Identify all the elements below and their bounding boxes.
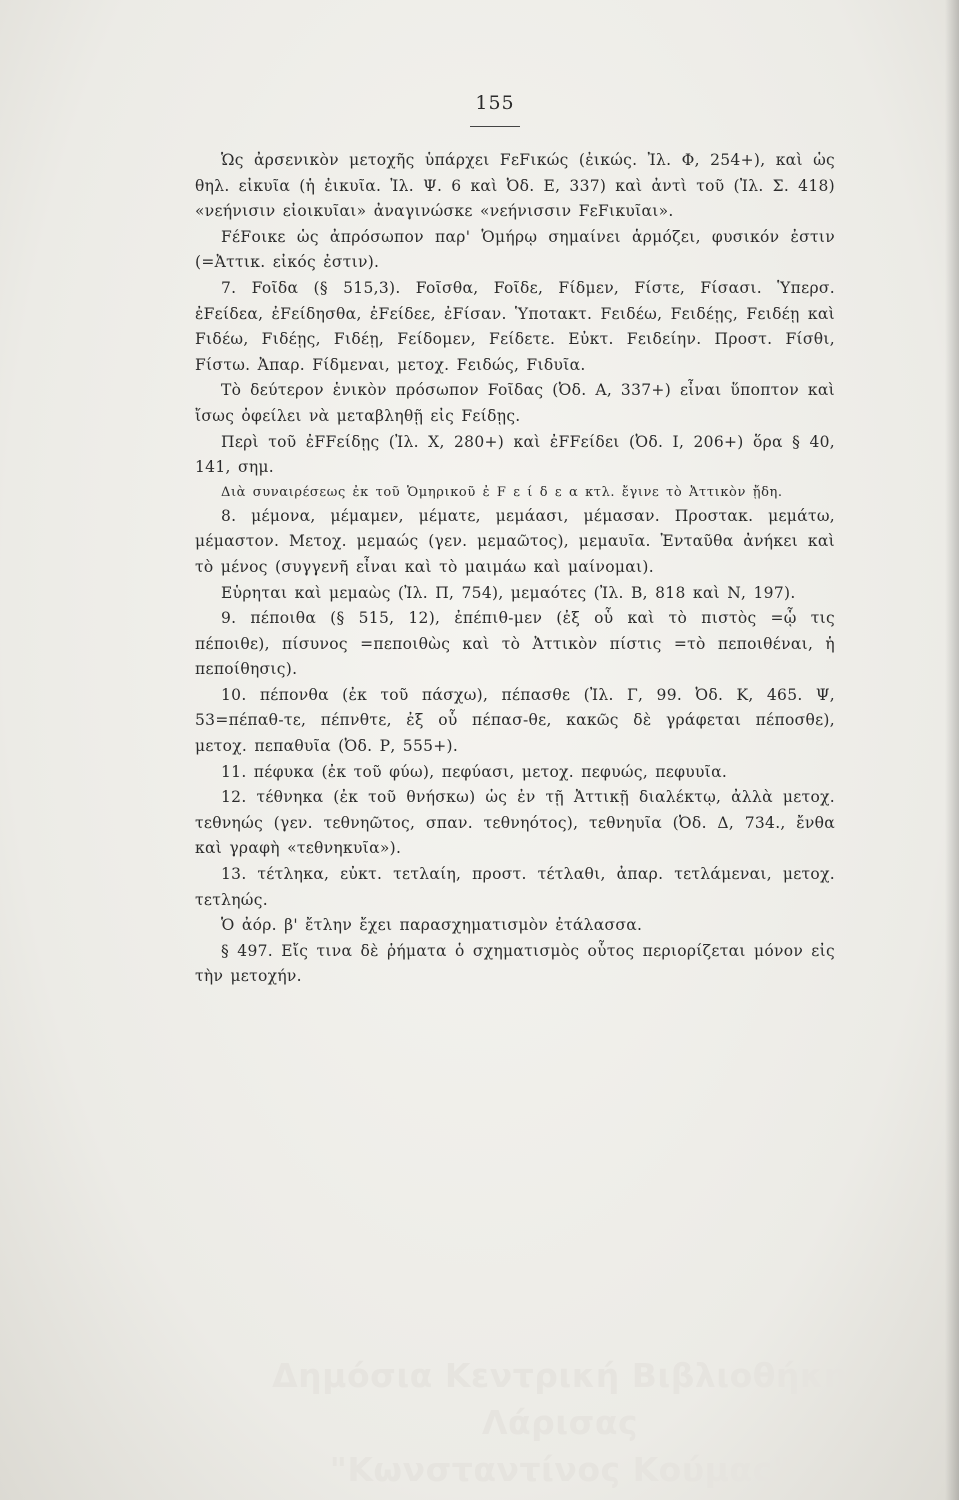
watermark-line-1: Δημόσια Κεντρική Βιβλιοθήκη Λάρισας: [272, 1356, 848, 1442]
paragraph-item-10: 10. πέπονθα (ἐκ τοῦ πάσχω), πέπασθε (Ἰλ. Γ, 99. Ὀδ. Κ, 465. Ψ, 53=πέπαθ-τε, πέπνθτε, ἐξ οὗ πέπασ-θε, κακῶς δὲ γράφεται πέποσθε), μετοχ. πεπαθυῖα (Ὀδ. Ρ, 555+).: [195, 685, 835, 756]
paragraph-item-8: 8. μέμονα, μέμαμεν, μέματε, μεμάασι, μέμασαν. Προστακ. μεμάτω, μέμαστον. Μετοχ. μεμαώς (γεν. μεμαῶτος), μεμαυῖα. Ἐνταῦθα ἀνήκει καὶ τὸ μένος (συγγενῆ εἶναι καὶ τὸ μαιμάω καὶ μαίνομαι).: [195, 506, 835, 576]
paragraph-reference: Περὶ τοῦ ἐFFείδῃς (Ἰλ. Χ, 280+) καὶ ἐFFείδει (Ὀδ. Ι, 206+) ὅρα § 40, 141, σημ.: [195, 432, 835, 477]
paragraph-item-12: 12. τέθνηκα (ἐκ τοῦ θνήσκω) ὡς ἐν τῇ Ἀττικῇ διαλέκτῳ, ἀλλὰ μετοχ. τεθνηώς (γεν. τεθνηῶτος, σπαν. τεθνηότος), τεθνηυῖα (Ὀδ. Δ, 734., ἔνθα καὶ γραφὴ «τεθνηκυῖα»).: [195, 788, 835, 858]
paragraph-second-person: Τὸ δεύτερον ἑνικὸν πρόσωπον Foῖδας (Ὀδ. Α, 337+) εἶναι ὕποπτον καὶ ἴσως ὀφείλει νὰ μεταβληθῇ εἰς Fείδῃς.: [195, 381, 835, 425]
page-number: 155: [475, 92, 515, 114]
paragraph-eoike: FέFοικε ὡς ἀπρόσωπον παρ' Ὁμήρῳ σημαίνει ἁρμόζει, φυσικόν ἐστιν (=Ἀττικ. εἰκός ἐστιν).: [195, 227, 835, 272]
library-watermark: [200, 1352, 920, 1493]
text-body: [195, 148, 835, 990]
page-number-underline: [470, 126, 520, 127]
paragraph-participle: Ὡς ἀρσενικὸν μετοχῆς ὑπάρχει FεFικώς (ἐικώς. Ἰλ. Φ, 254+), καὶ ὡς θηλ. εἰκυῖα (ἡ ἐικυῖα. Ἰλ. Ψ. 6 καὶ Ὀδ. Ε, 337) καὶ ἀντὶ τοῦ (Ἰλ. Σ. 418) «νεήνισιν εἰοικυῖαι» ἀναγινώσκε «νεήνισσιν FεFικυῖαι».: [195, 151, 835, 221]
page-edge-shadow: [945, 0, 959, 1500]
paragraph-item-7: 7. Foῖδα (§ 515,3). Foῖσθα, Foῖδε, Fίδμεν, Fίστε, Fίσασι. Ὑπερσ. ἐFείδεα, ἐFείδησθα, ἐFείδεε, ἐFίσαν. Ὑποτακτ. Fειδέω, Fειδέῃς, Fειδέῃ καὶ Fιδέω, Fιδέῃς, Fιδέῃ, Fείδομεν, Fείδετε. Εὐκτ. Fειδείην. Προστ. Fίσθι, Fίστω. Ἀπαρ. Fίδμεναι, μετοχ. Fειδώς, Fιδυῖα.: [195, 278, 835, 374]
watermark-line-2: "Κωνσταντίνος Κούμας": [329, 1450, 791, 1489]
paragraph-contraction-note: Διὰ συναιρέσεως ἐκ τοῦ Ὁμηρικοῦ ἐ F ε ί δ ε α κτλ. ἔγινε τὸ Ἀττικὸν ᾔδη.: [221, 484, 783, 500]
paragraph-section-497: § 497. Εἴς τινα δὲ ῥήματα ὁ σχηματισμὸς οὗτος περιορίζεται μόνον εἰς τὴν μετοχήν.: [195, 941, 835, 986]
paragraph-item-8-note: Εὑρηται καὶ μεμαὼς (Ἰλ. Π, 754), μεμαότες (Ἰλ. Β, 818 καὶ Ν, 197).: [221, 583, 796, 602]
paragraph-item-13: 13. τέτληκα, εὐκτ. τετλαίη, προστ. τέτλαθι, ἀπαρ. τετλάμεναι, μετοχ. τετληώς.: [195, 865, 835, 909]
paragraph-item-11: 11. πέφυκα (ἐκ τοῦ φύω), πεφύασι, μετοχ. πεφυώς, πεφυυῖα.: [221, 762, 728, 781]
paragraph-aorist-note: Ὁ ἀόρ. β' ἔτλην ἔχει παρασχηματισμὸν ἐτάλασσα.: [221, 916, 643, 935]
paragraph-item-9: 9. πέποιθα (§ 515, 12), ἐπέπιθ-μεν (ἐξ οὗ καὶ τὸ πιστὸς =ᾧ τις πέποιθε), πίσυνος =πεποιθὼς καὶ τὸ Ἀττικὸν πίστις =τὸ πεποιθέναι, ἡ πεποίθησις).: [195, 609, 835, 679]
